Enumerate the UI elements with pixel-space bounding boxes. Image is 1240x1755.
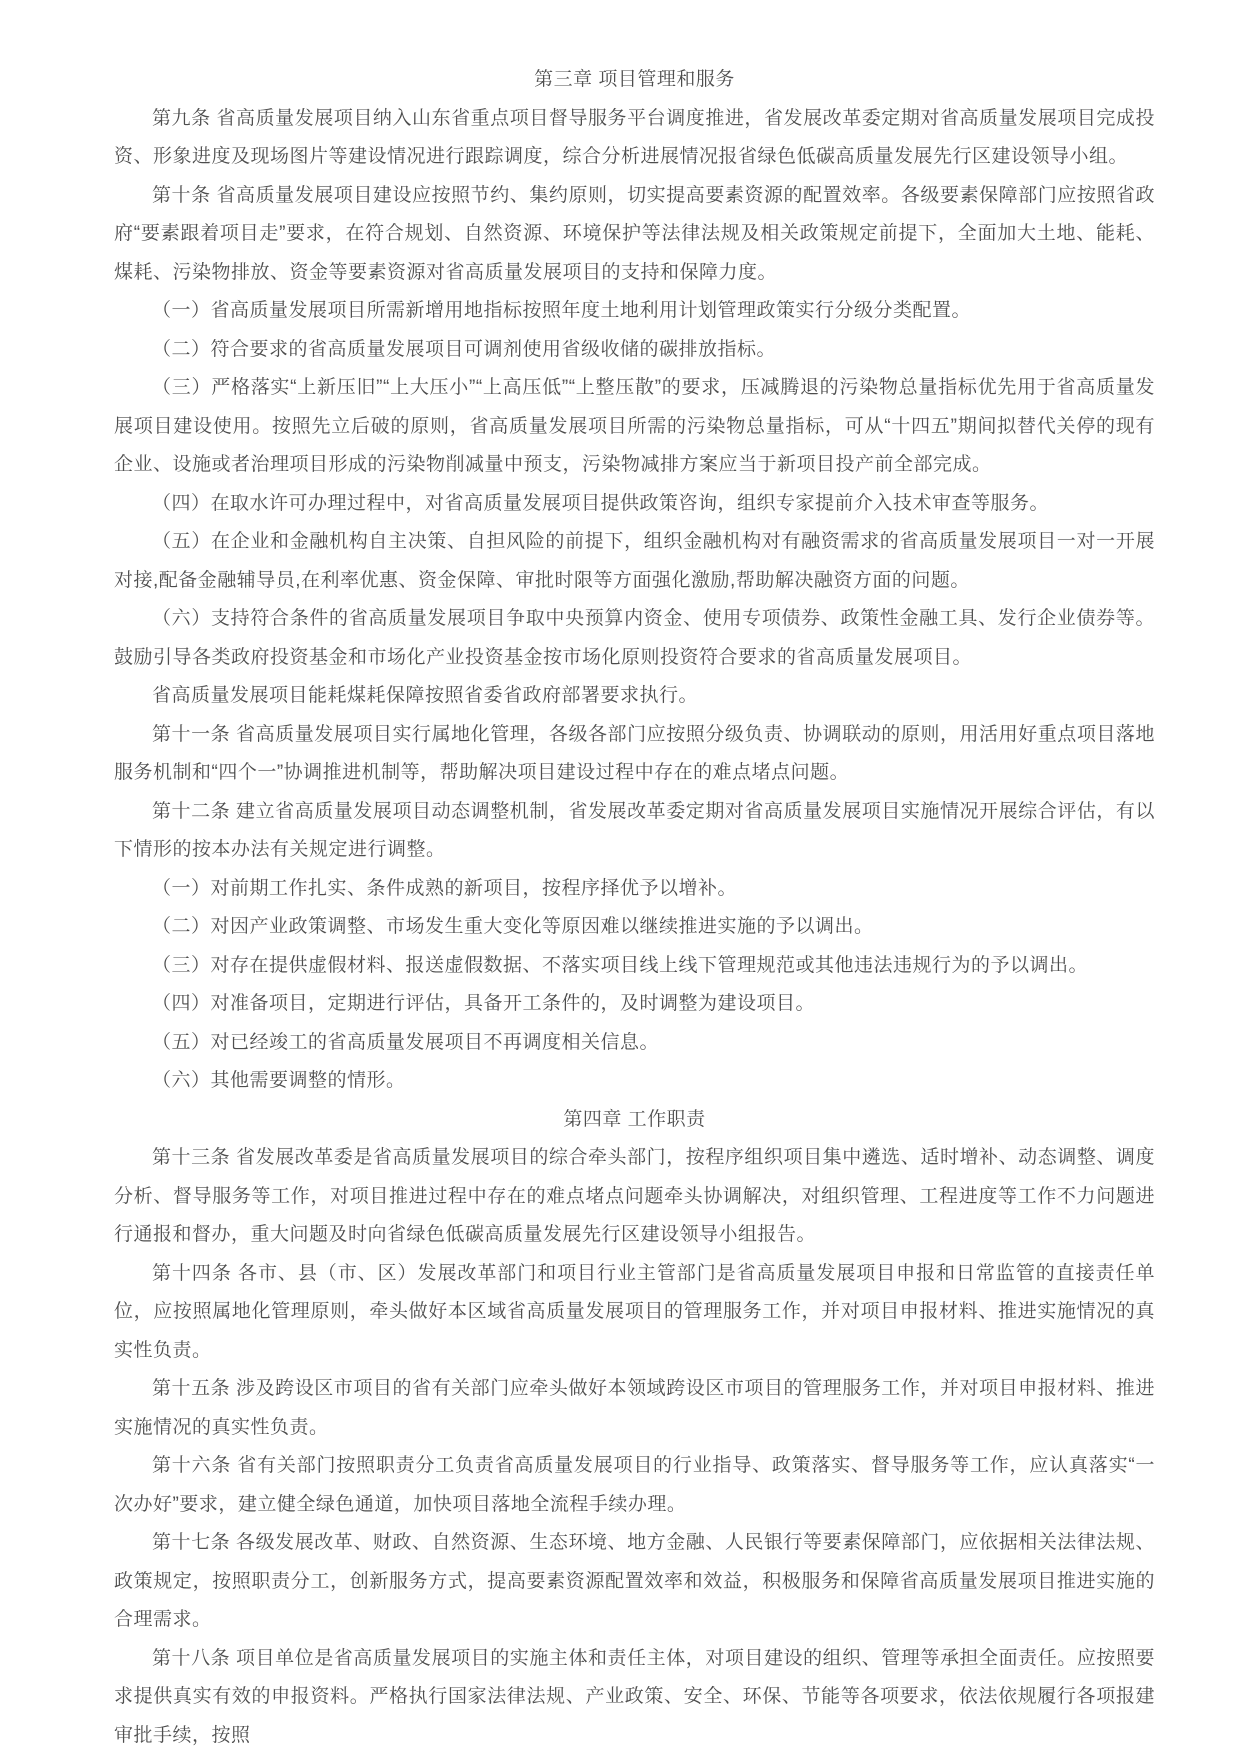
paragraph: 第十三条 省发展改革委是省高质量发展项目的综合牵头部门，按程序组织项目集中遴选、适时增补、动态调整、调度分析、督导服务等工作，对项目推进过程中存在的难点堵点问题牵头协调解决，对组织管理、工程进度等工作不力问题进行通报和督办，重大问题及时向省绿色低碳高质量发展先行区建设领导小组报告。	[114, 1139, 1155, 1255]
paragraph: 第十五条 涉及跨设区市项目的省有关部门应牵头做好本领域跨设区市项目的管理服务工作，并对项目申报材料、推进实施情况的真实性负责。	[114, 1370, 1155, 1447]
chapter-3-section	[114, 61, 1155, 1101]
paragraph: （四）对准备项目，定期进行评估，具备开工条件的，及时调整为建设项目。	[114, 985, 1155, 1024]
paragraph: 省高质量发展项目能耗煤耗保障按照省委省政府部署要求执行。	[114, 677, 1155, 716]
paragraph: 第十六条 省有关部门按照职责分工负责省高质量发展项目的行业指导、政策落实、督导服务等工作，应认真落实“一次办好”要求，建立健全绿色通道，加快项目落地全流程手续办理。	[114, 1447, 1155, 1524]
paragraph: （三）对存在提供虚假材料、报送虚假数据、不落实项目线上线下管理规范或其他违法违规行为的予以调出。	[114, 947, 1155, 986]
paragraph: （三）严格落实“上新压旧”“上大压小”“上高压低”“上整压散”的要求，压减腾退的污染物总量指标优先用于省高质量发展项目建设使用。按照先立后破的原则，省高质量发展项目所需的污染物总量指标，可从“十四五”期间拟替代关停的现有企业、设施或者治理项目形成的污染物削减量中预支，污染物减排方案应当于新项目投产前全部完成。	[114, 369, 1155, 485]
paragraph: （一）省高质量发展项目所需新增用地指标按照年度土地利用计划管理政策实行分级分类配置。	[114, 292, 1155, 331]
paragraph: （四）在取水许可办理过程中，对省高质量发展项目提供政策咨询，组织专家提前介入技术审查等服务。	[114, 485, 1155, 524]
paragraph: 第九条 省高质量发展项目纳入山东省重点项目督导服务平台调度推进，省发展改革委定期对省高质量发展项目完成投资、形象进度及现场图片等建设情况进行跟踪调度，综合分析进展情况报省绿色低碳高质量发展先行区建设领导小组。	[114, 100, 1155, 177]
paragraph: （五）对已经竣工的省高质量发展项目不再调度相关信息。	[114, 1024, 1155, 1063]
paragraph: （五）在企业和金融机构自主决策、自担风险的前提下，组织金融机构对有融资需求的省高质量发展项目一对一开展对接,配备金融辅导员,在利率优惠、资金保障、审批时限等方面强化激励,帮助解决融资方面的问题。	[114, 523, 1155, 600]
paragraph: 第十条 省高质量发展项目建设应按照节约、集约原则，切实提高要素资源的配置效率。各级要素保障部门应按照省政府“要素跟着项目走”要求，在符合规划、自然资源、环境保护等法律法规及相关政策规定前提下，全面加大土地、能耗、煤耗、污染物排放、资金等要素资源对省高质量发展项目的支持和保障力度。	[114, 177, 1155, 293]
paragraph: （六）其他需要调整的情形。	[114, 1062, 1155, 1101]
paragraph: （六）支持符合条件的省高质量发展项目争取中央预算内资金、使用专项债券、政策性金融工具、发行企业债券等。鼓励引导各类政府投资基金和市场化产业投资基金按市场化原则投资符合要求的省高质量发展项目。	[114, 600, 1155, 677]
paragraph: （二）对因产业政策调整、市场发生重大变化等原因难以继续推进实施的予以调出。	[114, 908, 1155, 947]
paragraph: 第十一条 省高质量发展项目实行属地化管理，各级各部门应按照分级负责、协调联动的原则，用活用好重点项目落地服务机制和“四个一”协调推进机制等，帮助解决项目建设过程中存在的难点堵点问题。	[114, 716, 1155, 793]
paragraph: （一）对前期工作扎实、条件成熟的新项目，按程序择优予以增补。	[114, 870, 1155, 909]
chapter-4-heading: 第四章 工作职责	[114, 1101, 1155, 1140]
paragraph: 第十八条 项目单位是省高质量发展项目的实施主体和责任主体，对项目建设的组织、管理等承担全面责任。应按照要求提供真实有效的申报资料。严格执行国家法律法规、产业政策、安全、环保、节能等各项要求，依法依规履行各项报建审批手续，按照	[114, 1640, 1155, 1755]
paragraph: （二）符合要求的省高质量发展项目可调剂使用省级收储的碳排放指标。	[114, 331, 1155, 370]
paragraph: 第十二条 建立省高质量发展项目动态调整机制，省发展改革委定期对省高质量发展项目实施情况开展综合评估，有以下情形的按本办法有关规定进行调整。	[114, 793, 1155, 870]
chapter-3-heading: 第三章 项目管理和服务	[114, 61, 1155, 100]
paragraph: 第十七条 各级发展改革、财政、自然资源、生态环境、地方金融、人民银行等要素保障部门，应依据相关法律法规、政策规定，按照职责分工，创新服务方式，提高要素资源配置效率和效益，积极服务和保障省高质量发展项目推进实施的合理需求。	[114, 1524, 1155, 1640]
paragraph: 第十四条 各市、县（市、区）发展改革部门和项目行业主管部门是省高质量发展项目申报和日常监管的直接责任单位，应按照属地化管理原则，牵头做好本区域省高质量发展项目的管理服务工作，并对项目申报材料、推进实施情况的真实性负责。	[114, 1255, 1155, 1371]
chapter-4-section	[114, 1101, 1155, 1755]
